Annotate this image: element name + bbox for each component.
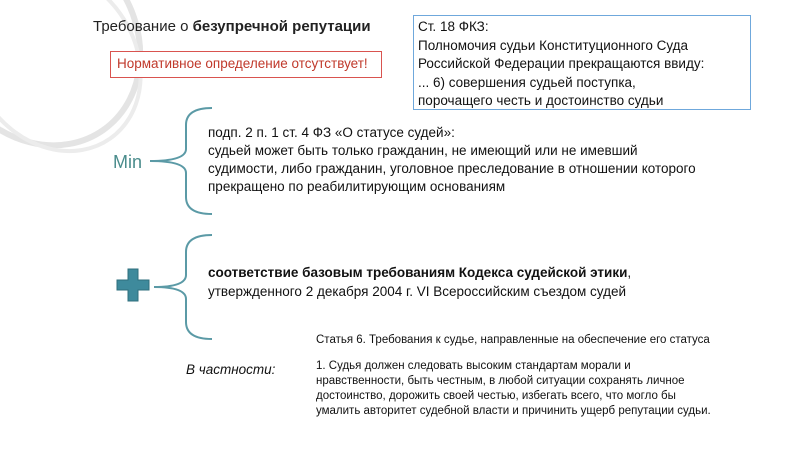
article6-line: достоинство, дорожить своей честью, избегать всего, что могло бы (316, 390, 676, 402)
article6-heading: Статья 6. Требования к судье, направленные на обеспечение его статуса (316, 334, 710, 346)
slide-title (93, 18, 371, 35)
block2-line-1 (208, 264, 768, 283)
block2-comma: , (627, 265, 632, 280)
fkz-line: ... 6) совершения судьей поступка, (418, 74, 636, 90)
fkz-line: Российской Федерации прекращаются ввиду: (418, 56, 705, 71)
article6-line: нравственности, быть честным, в любой ситуации сохранять личное (316, 375, 685, 387)
article6-block (316, 333, 786, 419)
block2-bold: соответствие базовым требованиям Кодекса судейской этики (208, 265, 628, 280)
fkz-line: Полномочия судьи Конституционного Суда (418, 37, 689, 53)
block2-line-2: утвержденного 2 декабря 2004 г. VI Всероссийским съездом судей (208, 283, 627, 299)
brace-min (146, 105, 216, 217)
article6-line: 1. Судья должен следовать высоким стандартам морали и (316, 360, 631, 372)
ethics-code-block (208, 264, 768, 301)
min-label: Min (113, 152, 143, 172)
particular-label: В частности: (186, 362, 276, 377)
block1-line: прекращено по реабилитирующим основаниям (208, 179, 506, 194)
fkz-article-box (413, 15, 751, 110)
title-prefix: Требование о (93, 18, 193, 35)
article6-spacer (316, 348, 786, 359)
fkz-line: Ст. 18 ФКЗ: (418, 19, 489, 34)
brace-plus (150, 232, 216, 342)
status-law-block (208, 124, 768, 196)
block1-line: подп. 2 п. 1 ст. 4 ФЗ «О статусе судей»: (208, 125, 455, 140)
normative-warning-box: Нормативное определение отсутствует! (110, 51, 382, 78)
plus-icon (116, 268, 150, 302)
article6-line: умалить авторитет судебной власти и причинить ущерб репутации судьи. (316, 405, 711, 417)
title-bold: безупречной репутации (192, 18, 371, 35)
fkz-line: порочащего честь и достоинство судьи (418, 93, 664, 108)
block1-line: судьей может быть только гражданин, не имеющий или не имевший (208, 143, 638, 158)
block1-line: судимости, либо гражданин, уголовное преследование в отношении которого (208, 161, 696, 176)
